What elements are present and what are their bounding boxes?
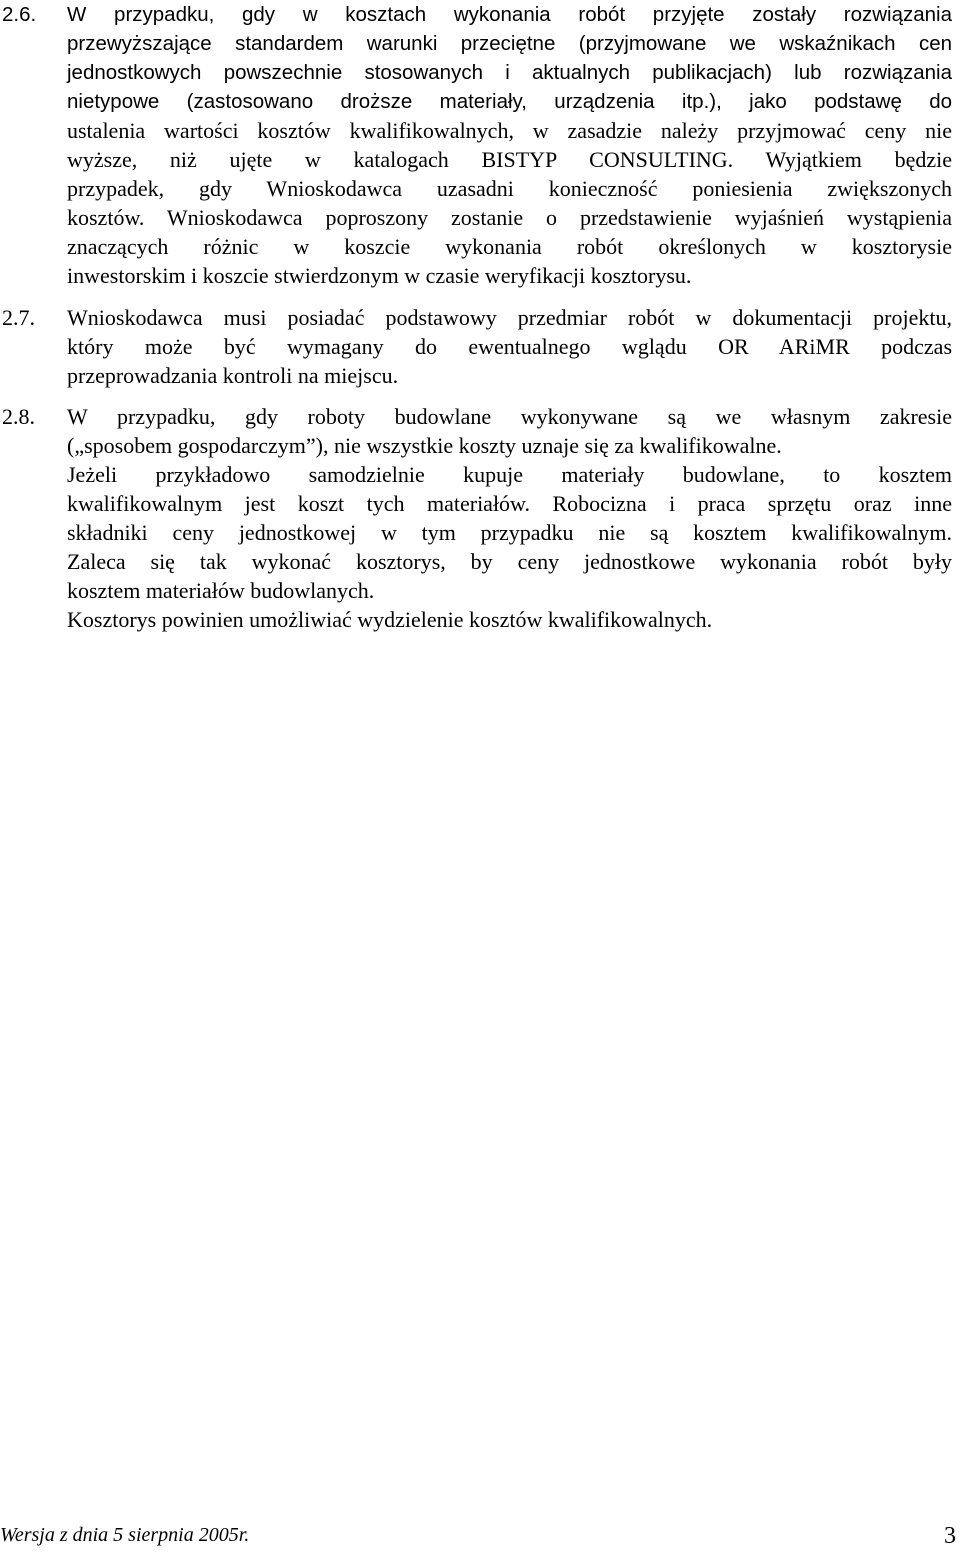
paragraph-line: Wnioskodawca musi posiadać podstawowy przedmiar robót w dokumentacji projektu, (67, 305, 952, 330)
paragraph-line: inwestorskim i koszcie stwierdzonym w czasie weryfikacji kosztorysu. (67, 263, 692, 288)
paragraph-line: przypadek, gdy Wnioskodawca uzasadni konieczność poniesienia zwiększonych (67, 176, 952, 201)
paragraph-line: Jeżeli przykładowo samodzielnie kupuje materiały budowlane, to kosztem (67, 462, 952, 487)
section-number: 2.7. (2, 305, 35, 330)
paragraph-line: wyższe, niż ujęte w katalogach BISTYP CONSULTING. Wyjątkiem będzie (67, 147, 952, 172)
paragraph-line: jednostkowych powszechnie stosowanych i aktualnych publikacjach) lub rozwiązania (67, 61, 952, 84)
paragraph-line: składniki ceny jednostkowej w tym przypadku nie są kosztem kwalifikowalnym. (67, 520, 952, 545)
paragraph-line: przewyższające standardem warunki przeciętne (przyjmowane we wskaźnikach cen (67, 32, 952, 55)
section-number: 2.6. (2, 3, 37, 26)
paragraph-line: przeprowadzania kontroli na miejscu. (67, 363, 399, 388)
paragraph-line: Kosztorys powinien umożliwiać wydzielenie kosztów kwalifikowalnych. (67, 607, 713, 632)
paragraph-line: który może być wymagany do ewentualnego wglądu OR ARiMR podczas (67, 334, 952, 359)
page-number: 3 (944, 1523, 956, 1549)
paragraph-line: W przypadku, gdy roboty budowlane wykonywane są we własnym zakresie (67, 404, 952, 429)
paragraph-line: W przypadku, gdy w kosztach wykonania robót przyjęte zostały rozwiązania (67, 3, 952, 26)
paragraph-line: Zaleca się tak wykonać kosztorys, by ceny jednostkowe wykonania robót były (67, 549, 952, 574)
footer-version: Wersja z dnia 5 sierpnia 2005r. (0, 1524, 250, 1546)
section-number: 2.8. (2, 404, 35, 429)
paragraph-line: kosztów. Wnioskodawca poproszony zostanie o przedstawienie wyjaśnień wystąpienia (67, 205, 952, 230)
paragraph-line: („sposobem gospodarczym”), nie wszystkie koszty uznaje się za kwalifikowalne. (67, 433, 782, 458)
paragraph-line: kosztem materiałów budowlanych. (67, 578, 375, 603)
paragraph-line: nietypowe (zastosowano droższe materiały, urządzenia itp.), jako podstawę do (67, 90, 952, 113)
paragraph-line: kwalifikowalnym jest koszt tych materiałów. Robocizna i praca sprzętu oraz inne (67, 491, 952, 516)
paragraph-line: znaczących różnic w koszcie wykonania robót określonych w kosztorysie (67, 234, 952, 259)
paragraph-line: ustalenia wartości kosztów kwalifikowalnych, w zasadzie należy przyjmować ceny nie (67, 118, 952, 143)
